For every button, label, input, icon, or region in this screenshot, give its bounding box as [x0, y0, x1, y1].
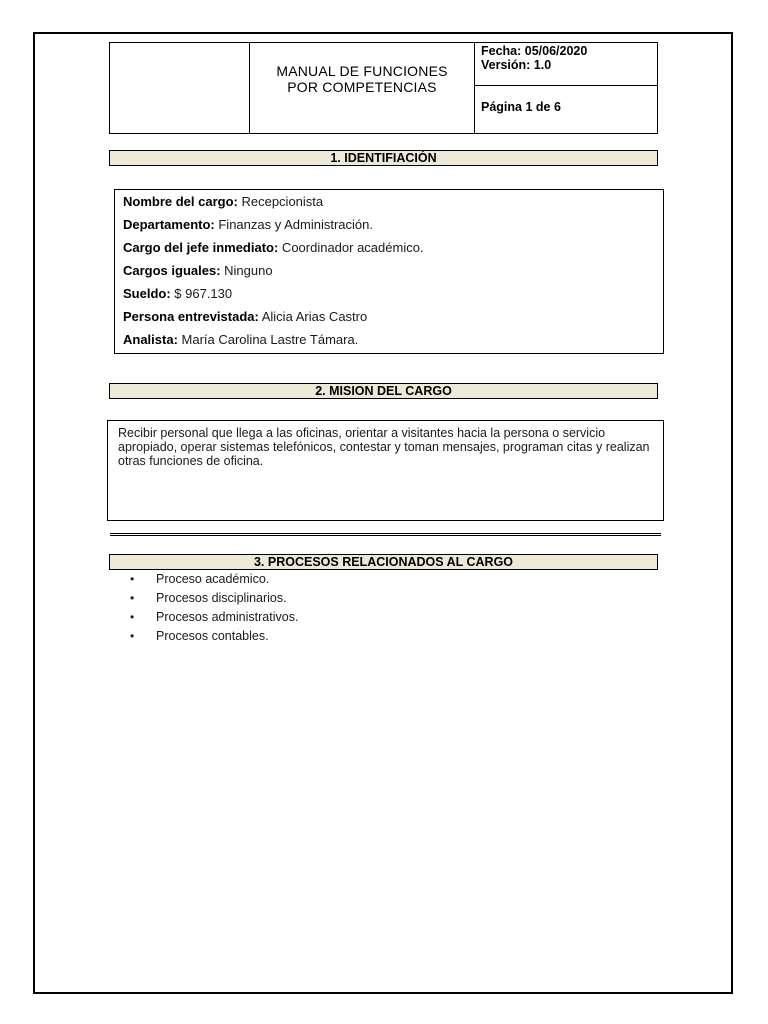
process-list — [122, 570, 298, 646]
ident-label: Nombre del cargo: — [123, 194, 238, 209]
section-header-processes: 3. PROCESOS RELACIONADOS AL CARGO — [109, 554, 658, 570]
bullet-icon: • — [130, 629, 135, 643]
mission-text: Recibir personal que llega a las oficinas, orientar a visitantes hacia la persona o servicio apropiado, operar sistemas telefónicos, contestar y toman mensajes, programan citas y realizan otras funciones de oficina. — [118, 426, 650, 468]
process-label: Procesos administrativos. — [156, 610, 299, 624]
mission-box — [107, 420, 664, 521]
bullet-icon: • — [130, 591, 135, 605]
title-line-1: MANUAL DE FUNCIONES — [276, 63, 448, 79]
process-label: Proceso académico. — [156, 572, 270, 586]
section-header-identification: 1. IDENTIFIACIÓN — [109, 150, 658, 166]
header-meta — [475, 43, 657, 133]
list-item — [122, 589, 298, 608]
ident-value: $ 967.130 — [170, 286, 233, 301]
list-item — [122, 627, 298, 646]
page-number: Página 1 de 6 — [481, 100, 561, 114]
ident-label: Analista: — [123, 332, 178, 347]
ident-label: Cargos iguales: — [123, 263, 221, 278]
ident-row-salary — [123, 286, 663, 309]
process-label: Procesos disciplinarios. — [156, 591, 287, 605]
meta-date-version — [475, 43, 657, 86]
ident-label: Cargo del jefe inmediato: — [123, 240, 279, 255]
ident-value: Finanzas y Administración. — [214, 217, 373, 232]
ident-value: Coordinador académico. — [278, 240, 424, 255]
divider — [110, 533, 661, 536]
bullet-icon: • — [130, 610, 135, 624]
document-header — [109, 42, 658, 134]
list-item — [122, 608, 298, 627]
identification-box — [114, 189, 664, 354]
bullet-icon: • — [130, 572, 135, 586]
process-label: Procesos contables. — [156, 629, 269, 643]
document-version: Versión: 1.0 — [481, 58, 552, 72]
ident-value: Ninguno — [220, 263, 273, 278]
ident-row-interviewee — [123, 309, 663, 332]
ident-label: Persona entrevistada: — [123, 309, 259, 324]
logo-cell — [110, 43, 250, 133]
ident-row-department — [123, 217, 663, 240]
ident-row-job-title — [123, 194, 663, 217]
title-line-2: POR COMPETENCIAS — [287, 79, 437, 95]
ident-row-equal-positions — [123, 263, 663, 286]
list-item — [122, 570, 298, 589]
ident-value: María Carolina Lastre Támara. — [177, 332, 359, 347]
ident-label: Sueldo: — [123, 286, 171, 301]
section-header-mission: 2. MISION DEL CARGO — [109, 383, 658, 399]
ident-row-analyst — [123, 332, 663, 355]
ident-row-supervisor — [123, 240, 663, 263]
ident-label: Departamento: — [123, 217, 215, 232]
ident-value: Recepcionista — [237, 194, 324, 209]
ident-value: Alicia Arias Castro — [258, 309, 368, 324]
document-date: Fecha: 05/06/2020 — [481, 44, 588, 58]
document-title — [250, 43, 475, 133]
